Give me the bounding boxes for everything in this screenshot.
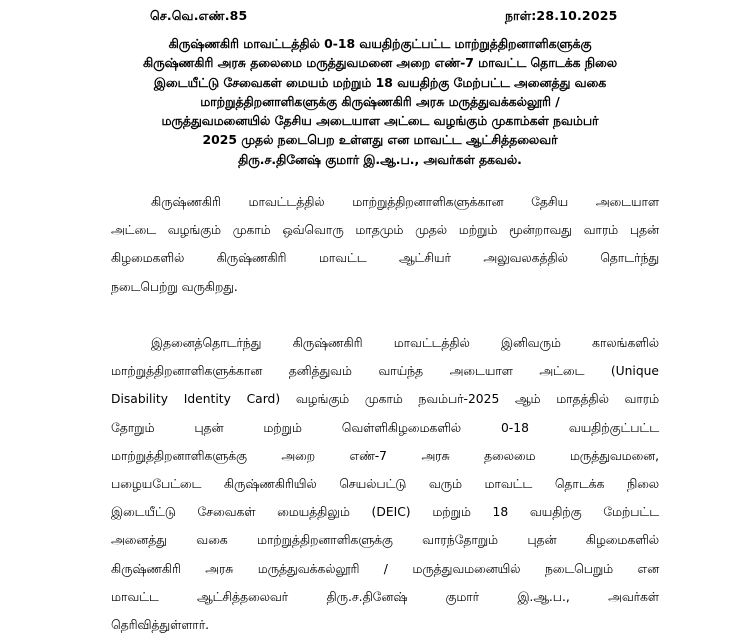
body-paragraph-1 (111, 188, 659, 301)
body-paragraph-2 (111, 329, 659, 639)
paragraph-line: கிருஷ்ணகிரி அரசு மருத்துவக்கல்லூரி / மருத்துவமனையில் நடைபெறும் என (111, 561, 659, 576)
paragraph-line: மாற்றுத்திறனாளிகளுக்கு அறை எண்-7 அரசு தலைமை மருத்துவமனை, (111, 448, 659, 463)
paragraph-line: இதனைத்தொடர்ந்து கிருஷ்ணகிரி மாவட்டத்தில் இனிவரும் காலங்களில் (151, 336, 659, 350)
paragraph-line: Disability Identity Card) வழங்கும் முகாம் நவம்பர்-2025 ஆம் மாதத்தில் வாரம் (111, 392, 659, 407)
paragraph-line: அனைத்து வகை மாற்றுத்திறனாளிகளுக்கு வாரந்தோறும் புதன் கிழமைகளில் (111, 533, 659, 548)
paragraph-line: அட்டை வழங்கும் முகாம் ஒவ்வொரு மாதமும் முதல் மற்றும் மூன்றாவது வாரம் புதன் (111, 223, 659, 238)
title-line: திரு.ச.தினேஷ் குமார் இ.ஆ.ப., அவர்கள் தகவல். (238, 151, 522, 167)
paragraph-line: மாற்றுத்திறனாளிகளுக்கான தனித்துவம் வாய்ந்த அடையாள அட்டை (Unique (111, 364, 659, 379)
paragraph-line: பழையபேட்டை கிருஷ்ணகிரியில் செயல்பட்டு வரும் மாவட்ட தொடக்க நிலை (111, 477, 659, 492)
paragraph-line: இடையீட்டு சேவைகள் மையத்திலும் (DEIC) மற்றும் 18 வயதிற்கு மேற்பட்ட (111, 505, 659, 520)
paragraph-line: தோறும் புதன் மற்றும் வெள்ளிகிழமைகளில் 0-18 வயதிற்குட்பட்ட (111, 420, 659, 435)
title-line: மருத்துவமனையில் தேசிய அடையாள அட்டை வழங்கும் முகாம்கள் நவம்பர் (161, 113, 599, 129)
title-line: 2025 முதல் நடைபெற உள்ளது என மாவட்ட ஆட்சித்தலைவர் (202, 132, 558, 148)
paragraph-line: கிருஷ்ணகிரி மாவட்டத்தில் மாற்றுத்திறனாளிகளுக்கான தேசிய அடையாள (151, 195, 659, 209)
title-line: கிருஷ்ணகிரி அரசு தலைமை மருத்துவமனை அறை எண்-7 மாவட்ட தொடக்க நிலை (142, 55, 618, 71)
paragraph-line: தெரிவித்துள்ளார். (111, 618, 210, 633)
release-number: செ.வெ.எண்.85 (150, 8, 248, 23)
title-line: மாற்றுத்திறனாளிகளுக்கு கிருஷ்ணகிரி அரசு மருத்துவக்கல்லூரி / (200, 93, 560, 109)
title-line: இடையீட்டு சேவைகள் மையம் மற்றும் 18 வயதிற்கு மேற்பட்ட அனைத்து வகை (153, 74, 607, 90)
title-line: கிருஷ்ணகிரி மாவட்டத்தில் 0-18 வயதிற்குட்பட்ட மாற்றுத்திறனாளிகளுக்கு (168, 36, 592, 51)
release-title (100, 34, 660, 169)
paragraph-line: நடைபெற்று வருகிறது. (111, 279, 238, 294)
release-date: நாள்:28.10.2025 (505, 8, 618, 23)
paragraph-line: மாவட்ட ஆட்சித்தலைவர் திரு.ச.தினேஷ் குமார் இ.ஆ.ப., அவர்கள் (111, 589, 659, 604)
paragraph-line: கிழமைகளில் கிருஷ்ணகிரி மாவட்ட ஆட்சியர் அலுவலகத்தில் தொடர்ந்து (111, 251, 659, 266)
